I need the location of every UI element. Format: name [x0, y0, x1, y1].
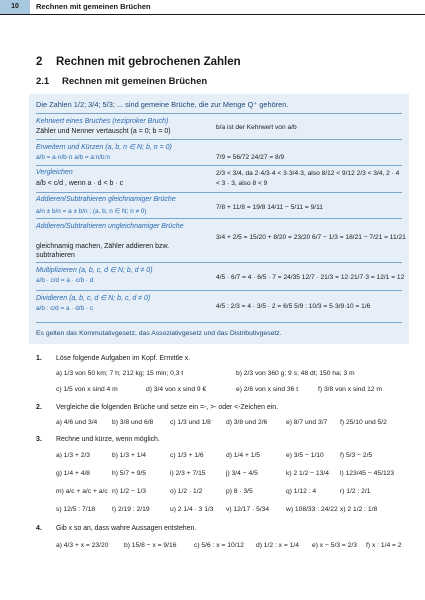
task-item: e) 2/6 von x sind 36 t — [236, 386, 299, 393]
section-title-text: Rechnen mit gebrochenen Zahlen — [56, 56, 241, 68]
task-item: p) 8 · 3/5 — [226, 488, 253, 495]
rule-title-multiplizieren: Multiplizieren (a, b, c, d ∈ N; b, d ≠ 0) — [36, 267, 153, 274]
rule-divider — [36, 290, 402, 291]
task-item: m) a/c + a/c + a/c — [56, 488, 108, 495]
rule-example-erweitern: 7/9 = 56/72 24/27 = 8/9 — [216, 154, 285, 161]
task-item: x) 2 1/2 : 1/8 — [340, 506, 378, 513]
task-item: d) 3/8 und 2/6 — [226, 419, 268, 426]
rule-example-kehrwert: b/a ist der Kehrwert von a/b — [216, 124, 297, 131]
rule-divider — [36, 218, 402, 219]
task-item: a) 1/3 + 2/3 — [56, 452, 91, 459]
rule-title-gleichnamig: Addieren/Subtrahieren gleichnamiger Brüche — [36, 196, 176, 203]
rule-title-erweitern: Erweitern und Kürzen (a, b, n ∈ N; b, n = 0) — [36, 144, 172, 151]
task-item: f) 5/3 − 2/5 — [340, 452, 373, 459]
rule-formula-multiplizieren: a/b · c/d = a · c/b · d — [36, 277, 94, 284]
task-number: 4. — [36, 525, 42, 532]
task-item: b) 1/3 + 1/4 — [112, 452, 147, 459]
task-item: a) 4/3 + x = 23/20 — [56, 542, 109, 549]
task-instruction: Gib x so an, dass wahre Aussagen entstehen. — [56, 525, 197, 532]
task-item: q) 1/12 : 4 — [286, 488, 317, 495]
task-number: 2. — [36, 404, 42, 411]
task-item: f) 3/8 von x sind 12 m — [318, 386, 382, 393]
task-item: e) x − 5/3 = 2/3 — [312, 542, 357, 549]
rule-divider — [36, 192, 402, 193]
section-title — [36, 56, 241, 68]
task-item: r) 1/2 : 2/1 — [340, 488, 371, 495]
task-item: d) 1/2 : x = 1/4 — [256, 542, 299, 549]
task-item: j) 3/4 − 4/5 — [226, 470, 258, 477]
task-item: w) 108/33 : 24/22 — [286, 506, 338, 513]
rule-text-vergleichen: a/b < c/d , wenn a · d < b · c — [36, 180, 124, 187]
task-instruction: Rechne und kürze, wenn möglich. — [56, 436, 160, 443]
task-item: h) 5/7 + 9/5 — [112, 470, 147, 477]
task-item: t) 2/19 : 2/19 — [112, 506, 150, 513]
rules-outro: Es gelten das Kommutativgesetz, das Assoziativgesetz und das Distributivgesetz. — [36, 330, 282, 337]
task-item: d) 3/4 von x sind 9 € — [146, 386, 207, 393]
task-item: k) 2 1/2 − 13/4 — [286, 470, 329, 477]
task-item: s) 12/5 : 7/18 — [56, 506, 96, 513]
task-item: b) 15/8 − x = 9/16 — [124, 542, 177, 549]
rule-title-vergleichen: Vergleichen — [36, 169, 73, 176]
task-item: c) 1/3 und 1/8 — [170, 419, 211, 426]
task-item: o) 1/2 · 1/2 — [170, 488, 203, 495]
subsection-title-text: Rechnen mit gemeinen Brüchen — [62, 76, 208, 87]
rule-divider — [36, 113, 402, 114]
task-number: 3. — [36, 436, 42, 443]
task-instruction: Vergleiche die folgenden Brüche und setze ein =-, >- oder <-Zeichen ein. — [56, 404, 278, 411]
task-item: c) 1/5 von x sind 4 m — [56, 386, 118, 393]
section-number: 2 — [36, 56, 43, 68]
subsection-number: 2.1 — [36, 76, 50, 87]
rule-title-kehrwert: Kehrwert eines Bruches (reziproker Bruch) — [36, 118, 169, 125]
task-number: 1. — [36, 355, 42, 362]
running-head: Rechnen mit gemeinen Brüchen — [36, 2, 151, 11]
rule-example-vergleichen: 2/3 < 3/4, da 2·4/3·4 < 3·3/4·3, also 8/12 < 9/12 2/3 < 3/4, 2 · 4 < 3 · 3, also 8 < 9 — [216, 170, 400, 187]
rules-intro: Die Zahlen 1/2; 3/4; 5/3; ... sind gemeine Brüche, die zur Menge Q⁺ gehören. — [36, 100, 289, 109]
task-instruction: Löse folgende Aufgaben im Kopf. Ermittle x. — [56, 355, 191, 362]
task-item: f) 25/10 und 5/2 — [340, 419, 387, 426]
task-item: n) 1/2 − 1/3 — [112, 488, 147, 495]
rule-divider — [36, 262, 402, 263]
rule-divider — [36, 139, 402, 140]
rule-example-multiplizieren: 4/5 · 6/7 = 4 · 6/5 · 7 = 24/35 12/7 · 21/3 = 12·21/7·3 = 12/1 = 12 — [216, 274, 405, 281]
rule-example-dividieren: 4/5 : 2/3 = 4 · 3/5 · 2 = 6/5 5/9 : 10/3 = 5·3/9·10 = 1/6 — [216, 303, 371, 310]
rule-text-ungleichnamig: gleichnamig machen, Zähler addieren bzw. subtrahieren — [36, 243, 170, 259]
rule-formula-dividieren: a/b : c/d = a · d/b · c — [36, 305, 94, 312]
rule-formula-erweitern: a/b = a·n/b·n a/b = a:n/b:n — [36, 154, 110, 161]
task-item: e) 8/7 und 3/7 — [286, 419, 328, 426]
task-item: l) 123/45 − 45/123 — [340, 470, 395, 477]
task-item: c) 1/3 + 1/6 — [170, 452, 204, 459]
task-item: f) x : 1/4 = 2 — [366, 542, 402, 549]
rule-text-kehrwert: Zähler und Nenner vertauscht (a = 0; b = 0) — [36, 128, 171, 135]
rule-divider — [36, 165, 402, 166]
rule-title-dividieren: Dividieren (a, b, c, d ∈ N; b, c, d ≠ 0) — [36, 295, 151, 302]
task-item: d) 1/4 + 1/5 — [226, 452, 261, 459]
task-item: v) 12/17 · 5/34 — [226, 506, 270, 513]
task-item: c) 5/6 : x = 10/12 — [194, 542, 244, 549]
task-item: u) 2 1/4 · 3 1/3 — [170, 506, 214, 513]
header-bar — [0, 0, 425, 14]
task-item: b) 2/3 von 360 g; 9 s; 48 dt; 150 ha; 3 m — [236, 370, 355, 377]
task-item: a) 4/6 und 3/4 — [56, 419, 98, 426]
task-item: e) 3/5 − 1/10 — [286, 452, 324, 459]
rule-example-ungleichnamig: 3/4 + 2/5 = 15/20 + 8/20 = 23/20 6/7 − 1/3 = 18/21 − 7/21 = 11/21 — [216, 234, 406, 241]
task-item: g) 1/4 + 4/8 — [56, 470, 91, 477]
task-item: b) 3/8 und 6/8 — [112, 419, 154, 426]
rule-divider — [36, 322, 402, 323]
rule-title-ungleichnamig: Addieren/Subtrahieren ungleichnamiger Brüche — [36, 223, 184, 230]
rule-formula-gleichnamig: a/n ± b/n = a ± b/n ; (a, b, n ∈ N; n ≠ 0) — [36, 208, 147, 215]
task-item: a) 1/3 von 50 km; 7 h; 212 kg; 15 min; 0,3 t — [56, 370, 184, 377]
rule-example-gleichnamig: 7/8 + 11/8 = 19/8 14/11 − 5/11 = 9/11 — [216, 204, 323, 211]
header-rule — [0, 14, 425, 15]
page-number: 10 — [0, 0, 30, 14]
subsection-title — [36, 76, 207, 87]
task-item: i) 2/3 + 7/15 — [170, 470, 206, 477]
